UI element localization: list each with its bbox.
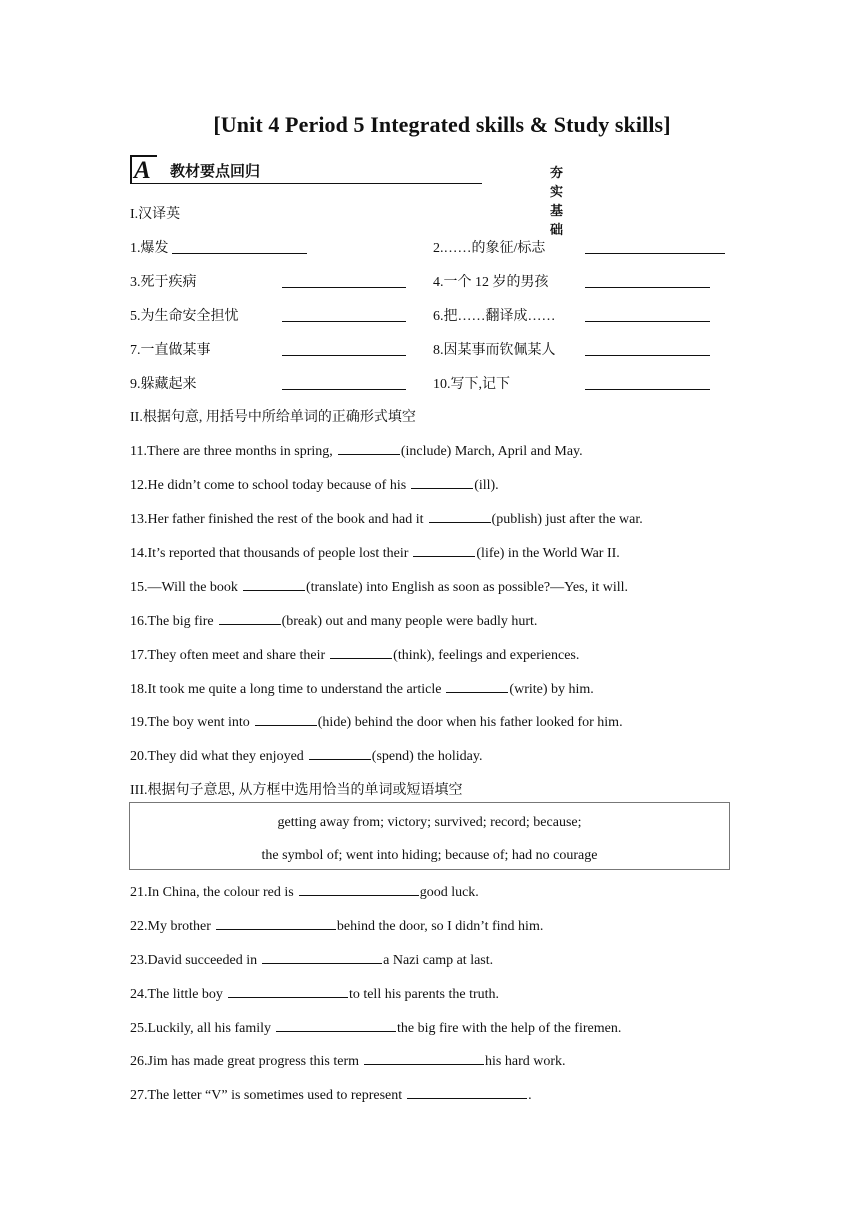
- answer-blank[interactable]: [276, 1017, 396, 1032]
- answer-blank[interactable]: [413, 542, 475, 557]
- question-item: 27.The letter “V” is sometimes used to represent .: [130, 1084, 532, 1104]
- vocab-row: [130, 339, 730, 359]
- question-item: 15.—Will the book (translate) into English as soon as possible?—Yes, it will.: [130, 576, 628, 596]
- question-item: 21.In China, the colour red is good luck.: [130, 881, 479, 901]
- vocab-row: [130, 271, 730, 291]
- vocab-item: 2.……的象征/标志: [433, 241, 546, 256]
- answer-blank[interactable]: [299, 881, 419, 896]
- answer-blank[interactable]: [172, 239, 307, 254]
- vocab-row: [130, 373, 730, 393]
- banner-rule: [130, 183, 482, 184]
- question-item: 26.Jim has made great progress this term his hard work.: [130, 1050, 566, 1070]
- answer-blank[interactable]: [216, 915, 336, 930]
- vocab-item: 10.写下,记下: [433, 377, 510, 392]
- answer-blank[interactable]: [282, 273, 406, 288]
- vocab-row: [130, 305, 730, 325]
- answer-blank[interactable]: [338, 440, 400, 455]
- answer-blank[interactable]: [243, 576, 305, 591]
- word-bank-line: getting away from; victory; survived; record; because;: [277, 815, 582, 830]
- question-item: 19.The boy went into (hide) behind the door when his father looked for him.: [130, 711, 623, 731]
- question-item: 23.David succeeded in a Nazi camp at last.: [130, 949, 493, 969]
- answer-blank[interactable]: [219, 610, 281, 625]
- answer-blank[interactable]: [282, 307, 406, 322]
- section-letter: A: [134, 157, 151, 184]
- vocab-row: [130, 237, 730, 257]
- question-item: 16.The big fire (break) out and many people were badly hurt.: [130, 610, 537, 630]
- answer-blank[interactable]: [282, 341, 406, 356]
- answer-blank[interactable]: [585, 273, 710, 288]
- answer-blank[interactable]: [585, 341, 710, 356]
- word-bank-line: the symbol of; went into hiding; because of; had no courage: [261, 848, 598, 863]
- answer-blank[interactable]: [411, 474, 473, 489]
- answer-blank[interactable]: [446, 678, 508, 693]
- vocab-item: 8.因某事而钦佩某人: [433, 343, 556, 358]
- answer-blank[interactable]: [262, 949, 382, 964]
- vocab-item: 4.一个 12 岁的男孩: [433, 275, 549, 290]
- vocab-item: 5.为生命安全担忧: [130, 309, 239, 324]
- question-item: 12.He didn’t come to school today because of his (ill).: [130, 474, 499, 494]
- vocab-item: 6.把……翻译成……: [433, 309, 556, 324]
- answer-blank[interactable]: [429, 508, 491, 523]
- question-item: 24.The little boy to tell his parents the truth.: [130, 983, 499, 1003]
- answer-blank[interactable]: [228, 983, 348, 998]
- section-two-heading: II.根据句意, 用括号中所给单词的正确形式填空: [130, 410, 416, 425]
- answer-blank[interactable]: [585, 307, 710, 322]
- page-title: [Unit 4 Period 5 Integrated skills & Study skills]: [213, 112, 671, 137]
- answer-blank[interactable]: [255, 711, 317, 726]
- question-item: 18.It took me quite a long time to understand the article (write) by him.: [130, 678, 594, 698]
- question-item: 13.Her father finished the rest of the book and had it (publish) just after the war.: [130, 508, 643, 528]
- banner-subtitle: 夯实基础: [550, 166, 564, 238]
- question-item: 20.They did what they enjoyed (spend) the holiday.: [130, 745, 482, 765]
- answer-blank[interactable]: [585, 375, 710, 390]
- answer-blank[interactable]: [585, 239, 725, 254]
- answer-blank[interactable]: [282, 375, 406, 390]
- vocab-item: 1.爆发: [130, 241, 169, 256]
- section-one-heading: I.汉译英: [130, 207, 181, 222]
- vocab-item: 7.一直做某事: [130, 343, 211, 358]
- question-item: 14.It’s reported that thousands of people lost their (life) in the World War II.: [130, 542, 620, 562]
- answer-blank[interactable]: [330, 644, 392, 659]
- question-item: 25.Luckily, all his family the big fire with the help of the firemen.: [130, 1017, 621, 1037]
- word-bank-box: [129, 802, 730, 870]
- banner-title: 教材要点回归: [170, 162, 261, 180]
- answer-blank[interactable]: [309, 745, 371, 760]
- answer-blank[interactable]: [407, 1084, 527, 1099]
- question-item: 22.My brother behind the door, so I didn’t find him.: [130, 915, 543, 935]
- section-three-heading: III.根据句子意思, 从方框中选用恰当的单词或短语填空: [130, 783, 463, 798]
- vocab-item: 9.躲藏起来: [130, 377, 197, 392]
- vocab-item: 3.死于疾病: [130, 275, 197, 290]
- question-item: 11.There are three months in spring, (include) March, April and May.: [130, 440, 583, 460]
- question-item: 17.They often meet and share their (think), feelings and experiences.: [130, 644, 579, 664]
- section-a-logo-icon: [130, 155, 157, 184]
- answer-blank[interactable]: [364, 1050, 484, 1065]
